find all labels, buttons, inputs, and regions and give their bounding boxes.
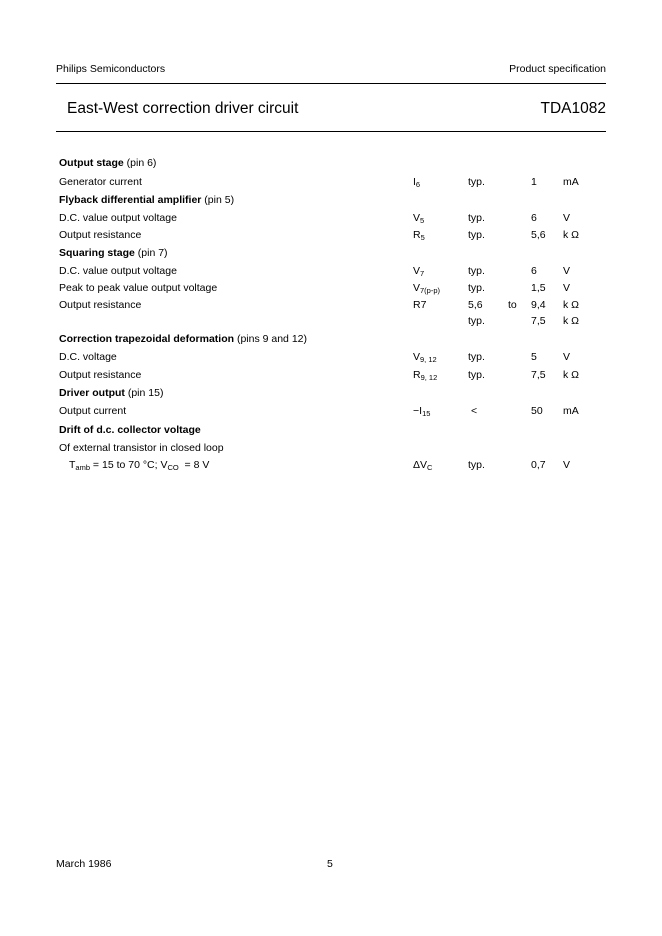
section-pins: (pin 7) [134,247,168,259]
spec-description: Output current [59,405,127,417]
spec-symbol: R7 [413,299,427,311]
spec-value: 7,5 [531,315,546,327]
spec-value: 6 [531,265,537,277]
section-title: Output stage [59,157,124,169]
spec-symbol: $R_5$ [413,229,425,242]
spec-description: Generator current [59,176,142,188]
spec-unit: mA [563,176,579,188]
spec-unit: V [563,282,571,294]
title-rule [56,131,606,132]
spec-symbol: $V_{7(p-p)}$ [413,282,441,295]
spec-condition: typ. [468,212,485,224]
spec-row-output-resistance-typ [59,313,604,329]
section-title: Driver output [59,387,125,399]
header-rule [56,83,606,84]
section-title: Drift of d.c. collector voltage [59,424,201,436]
header-company: Philips Semiconductors [56,63,166,75]
spec-unit: V [563,212,571,224]
section-driver-output [59,385,604,401]
spec-condition: < [471,405,478,417]
spec-row-drift-value [59,457,604,473]
section-title: Squaring stage [59,247,135,259]
spec-min-value: 5,6 [468,299,483,311]
spec-unit: k Ω [563,229,580,241]
spec-symbol: $-I_{15}$ [413,405,431,418]
spec-row-generator-current [59,174,604,190]
spec-value: 5,6 [531,229,546,241]
spec-row-dc-output-voltage-squaring [59,263,604,279]
spec-condition: typ. [468,315,485,327]
spec-unit: k Ω [563,369,580,381]
spec-symbol: $R_{9, 12}$ [413,369,438,382]
spec-row-output-resistance-flyback [59,227,604,243]
spec-unit: V [563,459,571,471]
spec-condition: typ. [468,229,485,241]
spec-value: 1 [531,176,537,188]
section-pins: (pins 9 and 12) [234,333,307,345]
spec-condition: typ. [468,369,485,381]
spec-condition: typ. [468,351,485,363]
section-pins: (pin 5) [201,194,235,206]
section-title: Flyback differential amplifier [59,194,202,206]
document-title: East-West correction driver circuit [67,100,299,117]
spec-condition: typ. [468,282,485,294]
section-pins: (pin 15) [124,387,164,399]
spec-symbol: $I_6$ [413,176,421,189]
spec-description: Of external transistor in closed loop [59,442,224,454]
section-trapezoidal-deformation [59,331,604,347]
spec-symbol: $V_7$ [413,265,425,278]
section-title: Correction trapezoidal deformation [59,333,235,345]
spec-description: D.C. voltage [59,351,117,363]
spec-description: D.C. value output voltage [59,265,177,277]
footer-page-number: 5 [327,858,333,870]
spec-row-output-resistance-squaring [59,297,604,313]
spec-symbol: $V_{9, 12}$ [413,351,437,364]
header-doc-type: Product specification [509,63,606,75]
spec-row-peak-to-peak-voltage [59,280,604,296]
spec-description: Output resistance [59,229,142,241]
spec-description: Output resistance [59,299,142,311]
spec-symbol: $V_5$ [413,212,425,225]
spec-value: 9,4 [531,299,546,311]
spec-description: Output resistance [59,369,142,381]
spec-row-dc-voltage [59,349,604,365]
drift-condition: $T_{amb} = 15$ to 70 °C; $V_{CO} = 8$ V [69,459,210,472]
footer-date: March 1986 [56,858,112,870]
spec-condition: typ. [468,265,485,277]
section-pins: (pin 6) [123,157,157,169]
spec-condition: typ. [468,459,485,471]
section-output-stage [59,155,604,171]
section-drift-collector-voltage [59,422,604,438]
spec-value: 50 [531,405,543,417]
spec-unit: mA [563,405,579,417]
spec-row-drift-description [59,440,604,456]
spec-row-output-resistance-trapezoidal [59,367,604,383]
spec-unit: k Ω [563,299,580,311]
spec-row-dc-output-voltage-flyback [59,210,604,226]
spec-symbol: $\Delta V_C$ [413,459,433,472]
section-flyback-amplifier [59,192,604,208]
spec-unit: k Ω [563,315,580,327]
spec-row-output-current [59,403,604,419]
part-number: TDA1082 [540,100,606,117]
spec-value: 1,5 [531,282,546,294]
spec-unit: V [563,265,571,277]
spec-description: Peak to peak value output voltage [59,282,218,294]
spec-value: 7,5 [531,369,546,381]
spec-condition: typ. [468,176,485,188]
section-squaring-stage [59,245,604,261]
spec-unit: V [563,351,571,363]
spec-value: 0,7 [531,459,546,471]
spec-value: 6 [531,212,537,224]
spec-range-to: to [508,299,517,311]
spec-value: 5 [531,351,537,363]
spec-description: D.C. value output voltage [59,212,177,224]
